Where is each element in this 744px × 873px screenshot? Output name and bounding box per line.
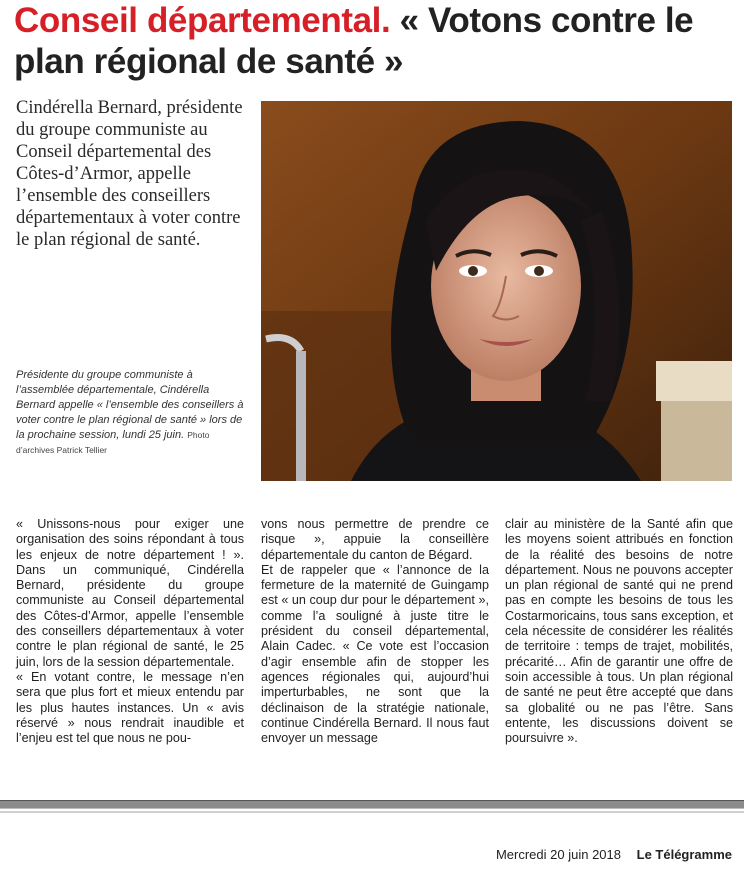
photo-caption bbox=[16, 368, 246, 458]
footer-rule bbox=[0, 800, 744, 809]
footer-rule-thin bbox=[0, 811, 744, 813]
publication-date: Mercredi 20 juin 2018 bbox=[495, 847, 621, 862]
page-footer bbox=[496, 847, 732, 862]
photo-credit: Photo d’archives Patrick Tellier bbox=[16, 430, 210, 455]
lead-paragraph: Cindérella Bernard, présidente du groupe communiste au Conseil départemental des Côtes-d’Armor, appelle l’ensemble des conseillers départementaux à voter contre le plan régional de santé. bbox=[16, 98, 243, 250]
portrait-photo bbox=[261, 101, 732, 481]
article-paragraph: vons nous permettre de prendre ce risque », appuie la conseillère départementale du canton de Bégard. bbox=[261, 517, 489, 562]
article-column-1 bbox=[16, 517, 244, 746]
headline-kicker: Conseil départemental. bbox=[14, 1, 391, 40]
article-paragraph: Et de rappeler que « l’annonce de la fermeture de la maternité de Guingamp est « un coup dur pour le département », comme l’a souligné à juste titre le président du conseil départemental, Alain Cadec. « Ce vote est l’occasion d’agir ensemble afin de stopper les agences régionales qui, aujourd’hui imperturbables, ne sont que la déclinaison de la stratégie nationale, continue Cindérella Bernard. Il nous faut envoyer un message bbox=[261, 562, 489, 746]
caption-text: Présidente du groupe communiste à l’assemblée départementale, Cindérella Bernard appelle « l’ensemble des conseillers à voter contre le plan régional de santé » lors de la prochaine session, lundi 25 juin. bbox=[16, 369, 244, 441]
article-paragraph: clair au ministère de la Santé afin que les moyens soient attribués en fonction de la réalité des besoins de notre département. Nous ne pouvons accepter un plan régional de santé qui ne prend pas en compte les besoins de tous les Costarmoricains, tous sans exception, et cela nécessite de considérer les réalités de territoire : temps de trajet, mobilités, précarité… Afin de garantir une offre de soin accessible à tous. Un plan régional de santé ne peut être accepté que dans sa globalité ou ne pas l’être. Sans entente, les discussions doivent se poursuivre ». bbox=[505, 517, 733, 746]
publication-brand: Le Télégramme bbox=[636, 847, 732, 862]
article-column-2 bbox=[261, 517, 489, 746]
portrait-illustration bbox=[261, 101, 732, 481]
headline bbox=[14, 0, 738, 82]
article-paragraph: « Unissons-nous pour exiger une organisation des soins répondant à tous les enjeux de notre département ! ». Dans un communiqué, Cindérella Bernard, présidente du groupe communiste au Conseil départemental des Côtes-d’Armor, appelle l’ensemble des conseillers départementaux à voter contre le plan régional de santé, le 25 juin, lors de la session départementale. bbox=[16, 517, 244, 669]
article-column-3 bbox=[505, 517, 733, 746]
article-paragraph: « En votant contre, le message n’en sera que plus fort et mieux entendu par les plus hautes instances. Un « avis réservé » nous rendrait inaudible et l’enjeu est tel que nous ne pou- bbox=[16, 669, 244, 746]
headline-title: « Votons contre le plan régional de santé » bbox=[14, 1, 694, 81]
